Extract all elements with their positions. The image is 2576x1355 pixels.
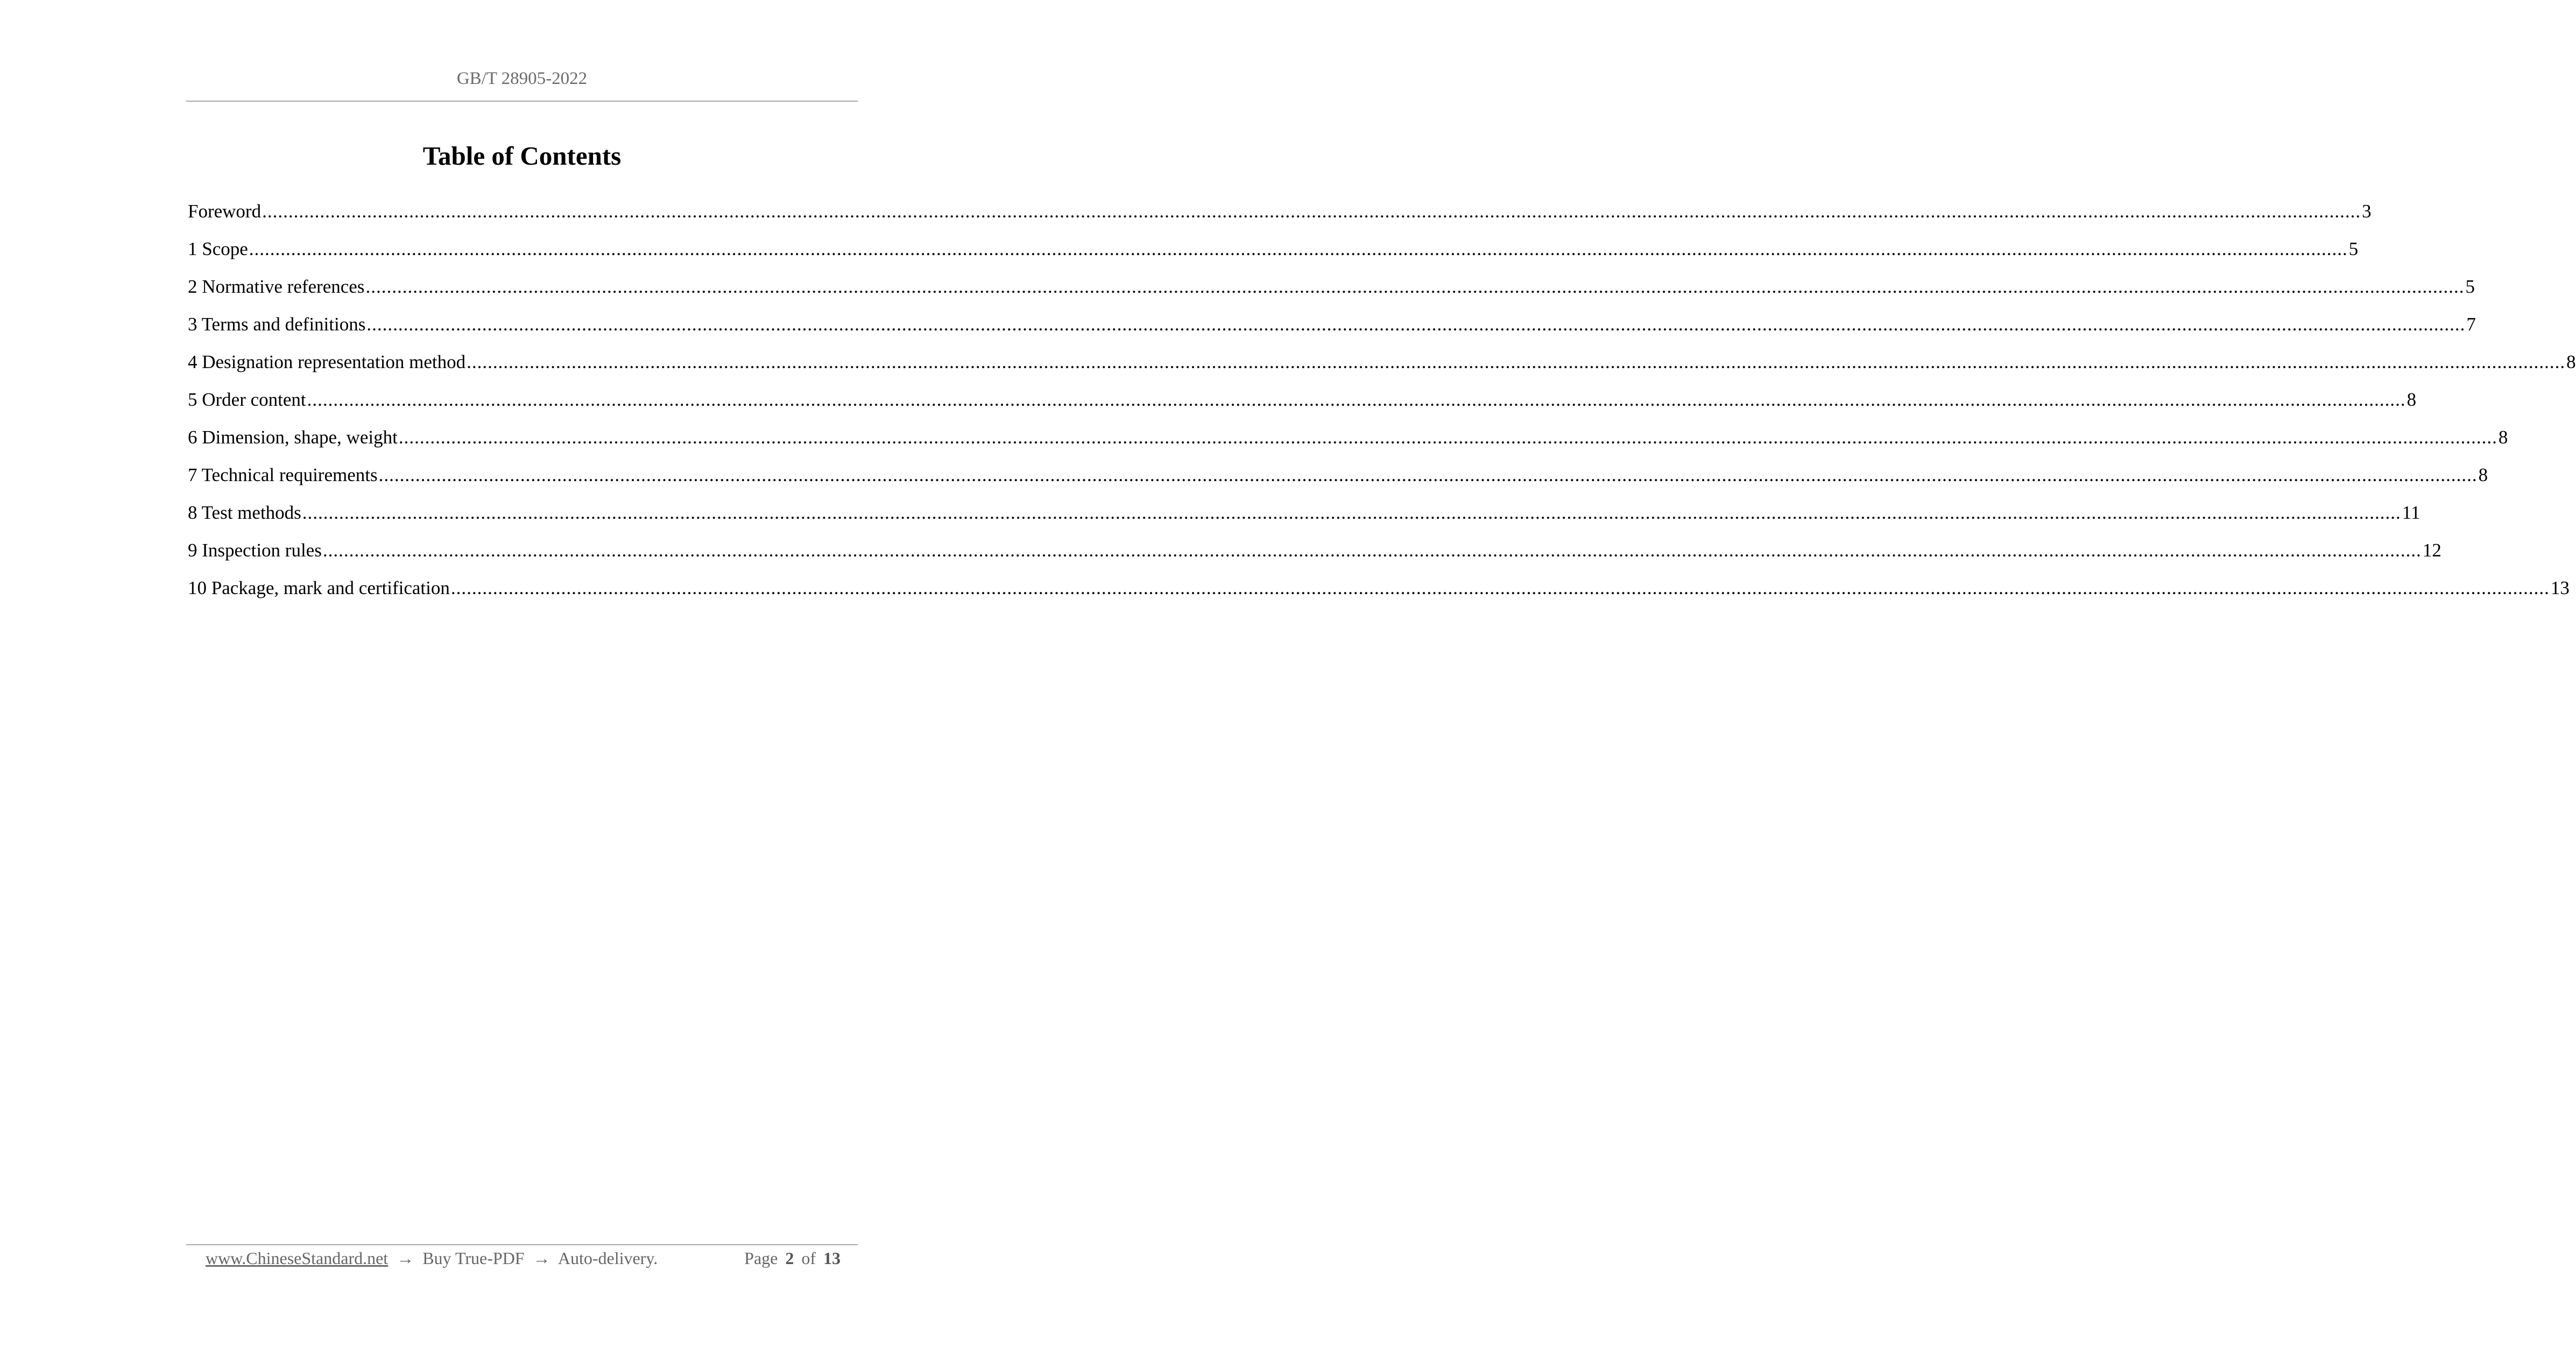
buy-true-pdf-text: Buy True-PDF — [422, 1248, 525, 1268]
toc-entry-foreword[interactable] — [188, 199, 2372, 237]
footer-rule — [186, 1244, 858, 1245]
toc-entry-scope[interactable] — [188, 237, 2359, 274]
toc-entry-inspection-rules[interactable] — [188, 538, 2441, 576]
arrow-right-icon: → — [397, 1248, 414, 1268]
toc-entry-title: 10 Package, mark and certification — [188, 577, 450, 598]
toc-dot-leader: ................................................................................................................................................................................................................................................................................................................................................................................................................ — [302, 502, 2401, 523]
toc-dot-leader: ................................................................................................................................................................................................................................................................................................................................................................................................................ — [378, 464, 2478, 485]
toc-dot-leader: ................................................................................................................................................................................................................................................................................................................................................................................................................ — [307, 389, 2406, 410]
toc-entry-page: 5 — [2348, 238, 2359, 259]
of-word: of — [801, 1248, 816, 1268]
toc-heading: Table of Contents — [422, 141, 622, 171]
toc-dot-leader: ................................................................................................................................................................................................................................................................................................................................................................................................................ — [322, 540, 2422, 561]
site-link[interactable]: www.ChineseStandard.net — [206, 1248, 389, 1268]
toc-entry-title: 5 Order content — [188, 389, 306, 410]
toc-entry-normative-references[interactable] — [188, 274, 2475, 312]
toc-entry-title: Foreword — [188, 201, 262, 222]
toc-dot-leader: ................................................................................................................................................................................................................................................................................................................................................................................................................ — [365, 276, 2465, 297]
page-word: Page — [744, 1248, 778, 1268]
toc-entry-order-content[interactable] — [188, 387, 2417, 425]
toc-entry-page: 8 — [2566, 351, 2576, 372]
toc-list — [188, 199, 2576, 613]
toc-entry-terms-definitions[interactable] — [188, 312, 2476, 350]
total-pages-number: 13 — [823, 1248, 841, 1268]
toc-entry-title: 2 Normative references — [188, 276, 365, 297]
toc-dot-leader: ................................................................................................................................................................................................................................................................................................................................................................................................................ — [467, 351, 2566, 372]
toc-entry-dimension[interactable] — [188, 425, 2508, 463]
toc-dot-leader: ................................................................................................................................................................................................................................................................................................................................................................................................................ — [366, 314, 2466, 335]
arrow-right-icon: → — [533, 1248, 551, 1268]
toc-dot-leader: ................................................................................................................................................................................................................................................................................................................................................................................................................ — [450, 577, 2550, 598]
page-indicator — [744, 1246, 841, 1270]
toc-entry-page: 11 — [2402, 502, 2420, 523]
auto-delivery-text: Auto-delivery. — [557, 1248, 658, 1268]
toc-entry-title: 4 Designation representation method — [188, 351, 466, 372]
toc-entry-title: 6 Dimension, shape, weight — [188, 427, 398, 448]
toc-entry-title: 7 Technical requirements — [188, 464, 378, 485]
toc-dot-leader: ................................................................................................................................................................................................................................................................................................................................................................................................................ — [249, 238, 2348, 259]
toc-entry-title: 8 Test methods — [188, 502, 301, 523]
toc-entry-technical-requirements[interactable] — [188, 463, 2488, 500]
toc-entry-package[interactable] — [188, 576, 2570, 613]
toc-entry-title: 3 Terms and definitions — [188, 314, 366, 335]
toc-entry-page: 13 — [2550, 577, 2570, 598]
toc-dot-leader: ................................................................................................................................................................................................................................................................................................................................................................................................................ — [262, 201, 2361, 222]
toc-entry-title: 1 Scope — [188, 238, 248, 259]
toc-entry-page: 8 — [2406, 389, 2417, 410]
toc-entry-page: 3 — [2362, 201, 2372, 222]
toc-entry-page: 7 — [2466, 314, 2476, 335]
toc-dot-leader: ................................................................................................................................................................................................................................................................................................................................................................................................................ — [398, 427, 2497, 448]
toc-entry-page: 12 — [2422, 540, 2441, 561]
toc-entry-test-methods[interactable] — [188, 500, 2420, 538]
toc-entry-title: 9 Inspection rules — [188, 540, 322, 561]
header-rule — [186, 101, 858, 102]
toc-entry-page: 8 — [2498, 427, 2508, 448]
toc-entry-page: 5 — [2465, 276, 2475, 297]
toc-entry-page: 8 — [2478, 464, 2488, 485]
document-code-header: GB/T 28905-2022 — [456, 69, 588, 88]
toc-entry-designation[interactable] — [188, 350, 2576, 387]
footer-promo — [206, 1246, 658, 1270]
current-page-number: 2 — [785, 1248, 794, 1268]
